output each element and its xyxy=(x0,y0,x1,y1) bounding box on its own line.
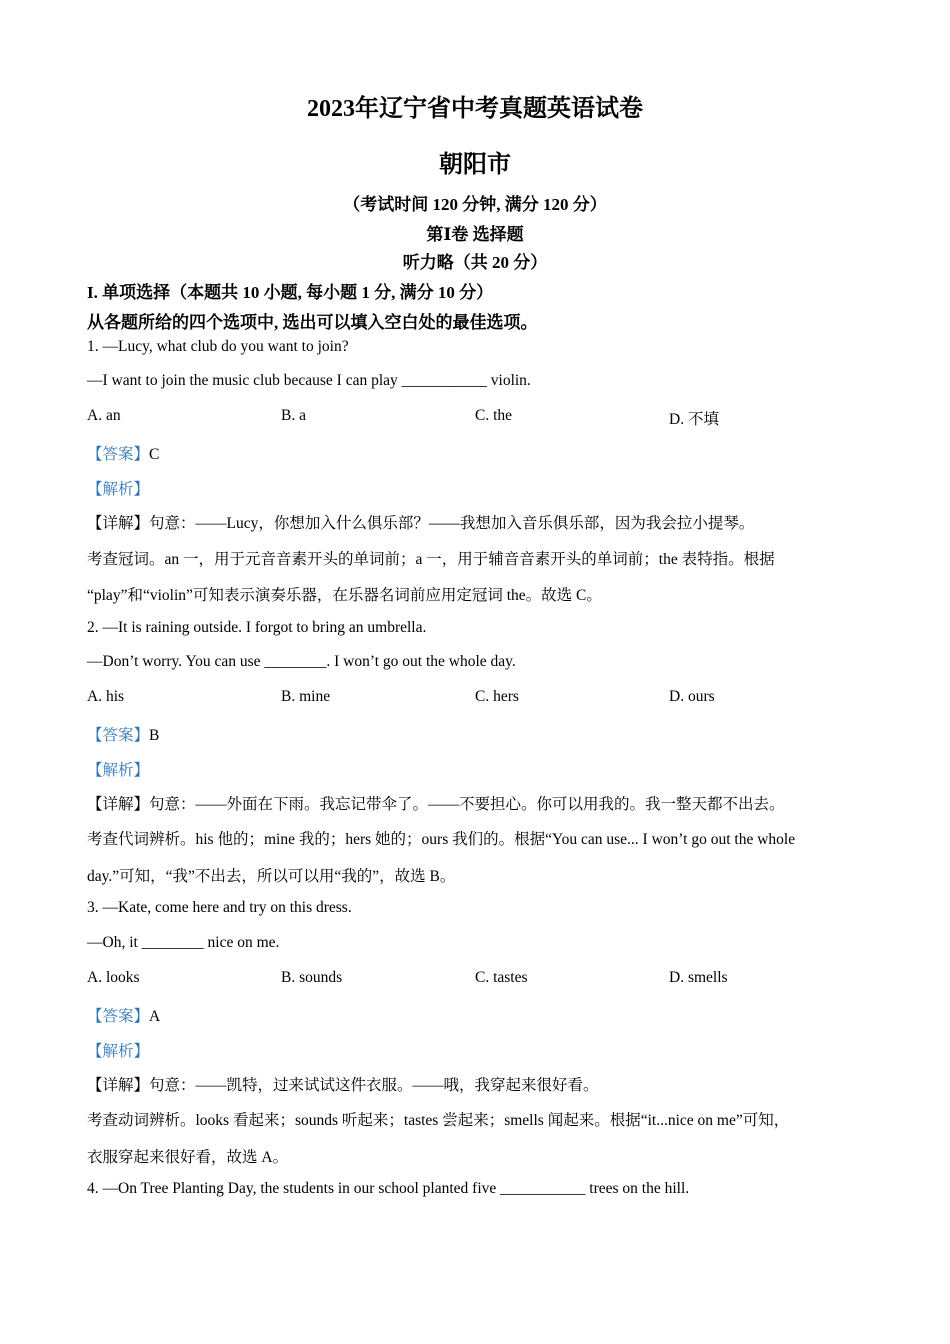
question-3-explanation-2: 衣服穿起来很好看，故选 A。 xyxy=(87,1149,289,1166)
question-1-option-b: B. a xyxy=(281,407,306,424)
question-2-reply: —Don’t worry. You can use ________. I won’t go out the whole day. xyxy=(87,653,516,670)
listening-note: 听力略（共 20 分） xyxy=(402,253,548,272)
detail-tag: 【详解】 xyxy=(87,1077,150,1094)
question-1-option-c: C. the xyxy=(475,407,513,424)
detail-tag: 【详解】 xyxy=(87,515,150,532)
question-3-option-a: A. looks xyxy=(87,969,140,986)
question-3-analysis-tag: 【解析】 xyxy=(87,1043,150,1060)
detail-text: 句意：——外面在下雨。我忘记带伞了。——不要担心。你可以用我的。我一整天都不出去。 xyxy=(149,796,785,813)
answer-tag: 【答案】 xyxy=(87,446,150,463)
question-3-answer xyxy=(87,1004,160,1026)
section-instruction: 从各题所给的四个选项中, 选出可以填入空白处的最佳选项。 xyxy=(87,313,538,332)
exam-title: 2023年辽宁省中考真题英语试卷 xyxy=(307,96,643,122)
question-2-option-b: B. mine xyxy=(281,688,331,705)
question-2-prompt: 2. —It is raining outside. I forgot to bring an umbrella. xyxy=(87,619,427,636)
question-4-prompt: 4. —On Tree Planting Day, the students in our school planted five ___________ trees on the hill. xyxy=(87,1180,690,1197)
question-1-prompt: 1. —Lucy, what club do you want to join? xyxy=(87,338,349,355)
question-2-explanation-2: day.”可知，“我”不出去，所以可以用“我的”，故选 B。 xyxy=(87,868,456,885)
answer-tag: 【答案】 xyxy=(87,727,150,744)
question-1-explanation-1: 考查冠词。an 一，用于元音音素开头的单词前；a 一，用于辅音音素开头的单词前；the 表特指。根据 xyxy=(87,551,775,568)
question-1-option-a: A. an xyxy=(87,407,121,424)
question-1-reply: —I want to join the music club because I can play ___________ violin. xyxy=(87,372,531,389)
exam-info: （考试时间 120 分钟, 满分 120 分） xyxy=(343,195,607,214)
question-3-reply: —Oh, it ________ nice on me. xyxy=(87,934,280,951)
answer-value: B xyxy=(149,727,160,744)
detail-tag: 【详解】 xyxy=(87,796,150,813)
detail-text: 句意：——凯特，过来试试这件衣服。——哦，我穿起来很好看。 xyxy=(149,1077,599,1094)
question-2-explanation-1: 考查代词辨析。his 他的；mine 我的；hers 她的；ours 我们的。根据“You can use... I won’t go out the whole xyxy=(87,831,796,848)
volume-title: 第Ⅰ卷 选择题 xyxy=(426,225,524,244)
question-2-detail xyxy=(87,792,785,814)
city-name: 朝阳市 xyxy=(439,152,511,178)
answer-value: A xyxy=(149,1008,161,1025)
question-1-analysis-tag: 【解析】 xyxy=(87,481,150,498)
question-2-analysis-tag: 【解析】 xyxy=(87,762,150,779)
question-3-explanation-1: 考查动词辨析。looks 看起来；sounds 听起来；tastes 尝起来；smells 闻起来。根据“it...nice on me”可知， xyxy=(87,1112,790,1129)
question-2-option-c: C. hers xyxy=(475,688,519,705)
question-1-detail xyxy=(87,511,754,533)
question-3-detail xyxy=(87,1073,599,1095)
detail-text: 句意：——Lucy，你想加入什么俱乐部？——我想加入音乐俱乐部，因为我会拉小提琴。 xyxy=(149,515,755,532)
question-2-option-a: A. his xyxy=(87,688,125,705)
question-3-option-b: B. sounds xyxy=(281,969,343,986)
question-1-explanation-2: “play”和“violin”可知表示演奏乐器，在乐器名词前应用定冠词 the。故选 C。 xyxy=(87,587,602,604)
question-2-option-d: D. ours xyxy=(669,688,715,705)
question-2-answer xyxy=(87,723,159,745)
question-3-prompt: 3. —Kate, come here and try on this dress. xyxy=(87,899,352,916)
answer-value: C xyxy=(149,446,160,463)
question-1-option-d: D. 不填 xyxy=(669,411,719,428)
question-3-option-c: C. tastes xyxy=(475,969,528,986)
section-heading: I. 单项选择（本题共 10 小题, 每小题 1 分, 满分 10 分） xyxy=(87,283,494,302)
answer-tag: 【答案】 xyxy=(87,1008,150,1025)
question-1-answer xyxy=(87,442,159,464)
question-3-option-d: D. smells xyxy=(669,969,728,986)
